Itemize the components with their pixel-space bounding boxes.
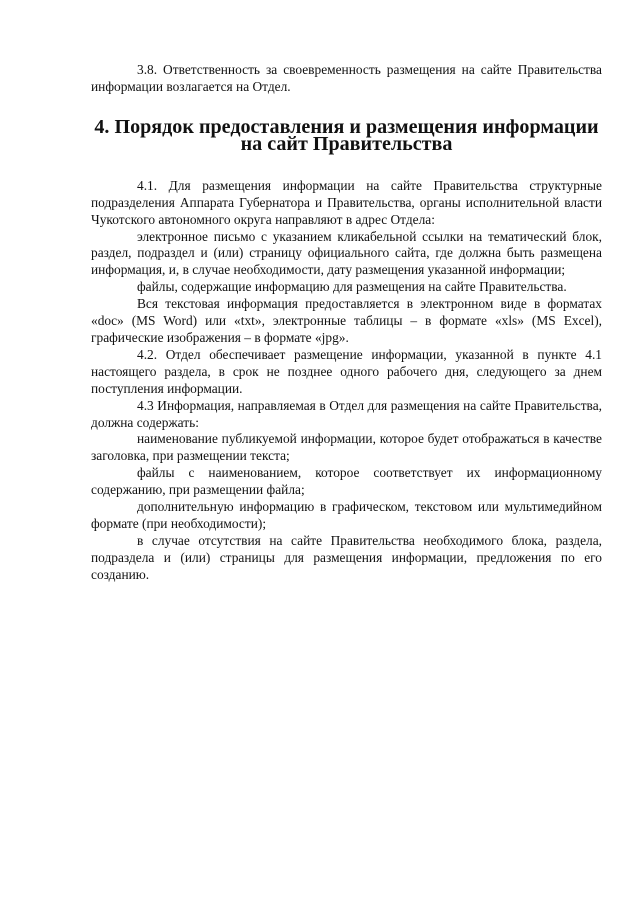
paragraph-files-item: файлы, содержащие информацию для размещения на сайте Правительства. bbox=[137, 279, 567, 295]
paragraph-formats: Вся текстовая информация предоставляется в электронном виде в форматах «doc» (MS Word) или «txt», электронные таблицы – в формате «xls» (MS Excel), графические изображения – в формате «jpg». bbox=[91, 296, 602, 345]
paragraph-4-1: 4.1. Для размещения информации на сайте Правительства структурные подразделения Аппарата Губернатора и Правительства, органы исполнительной власти Чукотского автономного округа направляют в адрес Отдела: bbox=[91, 177, 602, 227]
paragraph-additional-item: дополнительную информацию в графическом, текстовом или мультимедийном формате (при необходимости); bbox=[91, 499, 602, 531]
section-heading-line-2: на сайт Правительства bbox=[240, 132, 453, 155]
paragraph-4-2: 4.2. Отдел обеспечивает размещение информации, указанной в пункте 4.1 настоящего раздела, в срок не позднее одного рабочего дня, следующего за днем поступления информации. bbox=[91, 346, 602, 396]
paragraph-email-item: электронное письмо с указанием кликабельной ссылки на тематический блок, раздел, подраздел и (или) страницу официального сайта, где должна быть размещена информация, и, в случае необходимости, дату размещения указанной информации; bbox=[91, 228, 602, 278]
paragraph-missing-block-item: в случае отсутствия на сайте Правительства необходимого блока, раздела, подраздела и (или) страницы для размещения информации, предложения по его созданию. bbox=[91, 532, 602, 582]
paragraph-3-8: 3.8. Ответственность за своевременность размещения на сайте Правительства информации возлагается на Отдел. bbox=[91, 62, 602, 94]
paragraph-title-item: наименование публикуемой информации, которое будет отображаться в качестве заголовка, при размещении текста; bbox=[91, 431, 602, 464]
paragraph-filename-item: файлы с наименованием, которое соответствует их информационному содержанию, при размещении файла; bbox=[91, 465, 602, 498]
section-heading bbox=[91, 115, 602, 155]
section-heading-line-1: 4. Порядок предоставления и размещения информации bbox=[94, 115, 599, 138]
document-page bbox=[91, 62, 602, 584]
paragraph-4-3: 4.3 Информация, направляемая в Отдел для размещения на сайте Правительства, должна содержать: bbox=[91, 397, 602, 430]
